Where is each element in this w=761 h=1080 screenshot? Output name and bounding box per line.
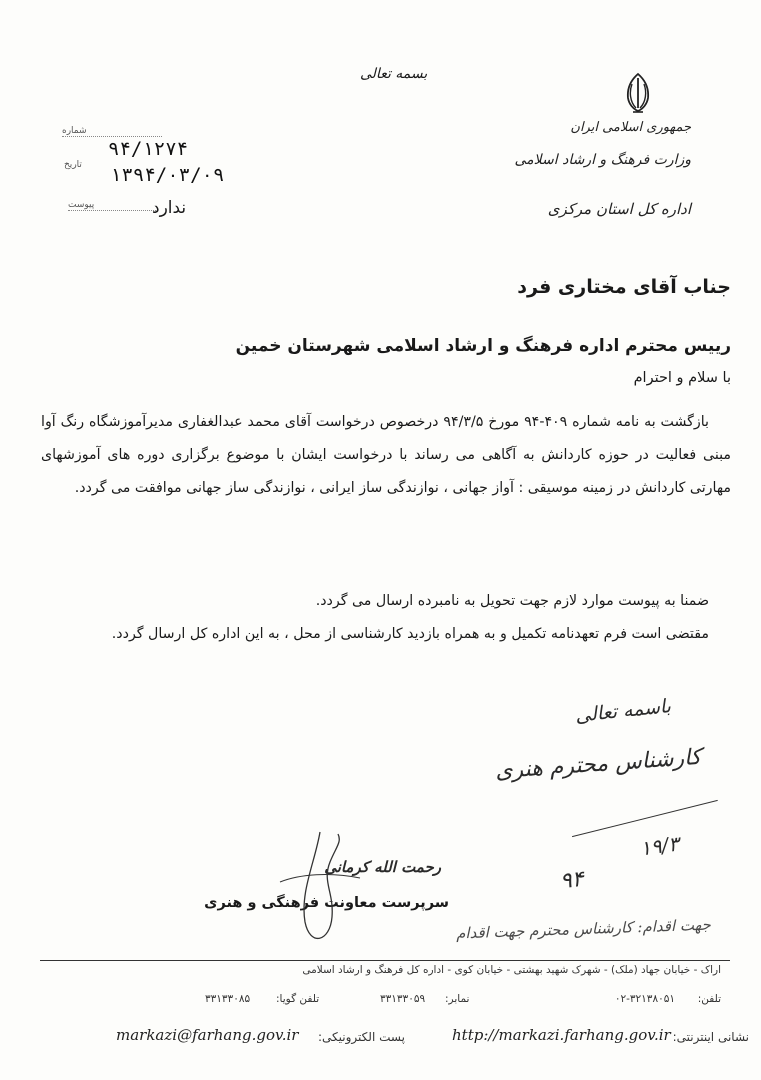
footer-website-label: نشانی اینترنتی: [672,1030,749,1044]
footer-tel-label: تلفن گویا: [276,993,320,1005]
handwritten-referral: جهت اقدام: کارشناس محترم جهت اقدام [455,915,712,943]
attachment-value: ندارد [152,198,187,218]
footer-website-link[interactable]: http://markazi.farhang.gov.ir [452,1026,671,1044]
footer-email-link[interactable]: markazi@farhang.gov.ir [116,1026,299,1044]
greeting: با سلام و احترام [633,370,731,386]
footer-phone-label: تلفن: [697,993,721,1005]
body-paragraph-2: ضمنا به پیوست موارد لازم جهت تحویل به نامبرده ارسال می گردد. [315,593,709,609]
body-paragraph-3: مقتضی است فرم تعهدنامه تکمیل و به همراه بازدید کارشناسی از محل ، به این اداره کل ارسال گردد. [111,626,709,642]
attachment-label: پیوست [68,200,156,211]
footer-address: اراک - خیابان جهاد (ملک) - شهرک شهید بهشتی - خیابان کوی - اداره کل فرهنگ و ارشاد اسلامی [302,964,721,976]
handwritten-stroke [572,800,718,838]
handwritten-note-year: ۹۴ [558,866,585,895]
addressee-title: رییس محترم اداره فرهنگ و ارشاد اسلامی شهرستان خمین [235,336,731,356]
footer-divider [40,960,730,961]
addressee-name: جناب آقای مختاری فرد [517,276,731,298]
signature-scribble-icon [260,822,380,952]
gov-line-ministry: وزارت فرهنگ و ارشاد اسلامی [514,152,691,168]
footer-fax-value: ۳۳۱۳۳۰۵۹ [380,993,426,1005]
body-paragraph-1: بازگشت به نامه شماره ۴۰۹-۹۴ مورخ ۹۴/۳/۵ درخصوص درخواست آقای محمد عبدالغفاری مدیرآموزشگاه رنگ آوا مبنی فعالیت در حوزه کاردانش به آگاهی می رساند با درخواست ایشان با موضوع برگزاری دوره های آموزشهای مهارتی کاردانش در زمینه موسیقی : آواز جهانی ، نوازندگی ساز ایرانی ، نوازندگی ساز جهانی موافقت می گردد. [41,414,731,496]
iran-emblem-icon [615,70,661,116]
letter-number: ۹۴/۱۲۷۴ [108,138,189,160]
bismillah-heading: بسمه تعالی [360,66,428,82]
date-label: تاریخ [64,160,82,170]
signer-title: سرپرست معاونت فرهنگی و هنری [204,895,449,911]
number-label: شماره [62,126,162,137]
handwritten-note-bismillah: باسمه تعالی [574,695,672,727]
gov-line-office: اداره کل استان مرکزی [547,200,691,218]
handwritten-note-date: ۱۹/۳ [638,831,681,861]
signer-name: رحمت الله کرمانی [324,858,441,876]
footer-tel-value: ۳۳۱۳۳۰۸۵ [205,993,251,1005]
gov-line-republic: جمهوری اسلامی ایران [570,120,691,135]
corner-mark [40,48,60,49]
letter-date: ۱۳۹۴/۰۳/۰۹ [110,164,225,186]
handwritten-note-expert: کارشناس محترم هنری [493,744,702,785]
footer-email-label: پست الکترونیکی: [318,1030,405,1044]
footer-fax-label: نمابر: [445,993,470,1005]
footer-phone-value: ۰۲-۳۲۱۳۸۰۵۱ [614,993,675,1005]
